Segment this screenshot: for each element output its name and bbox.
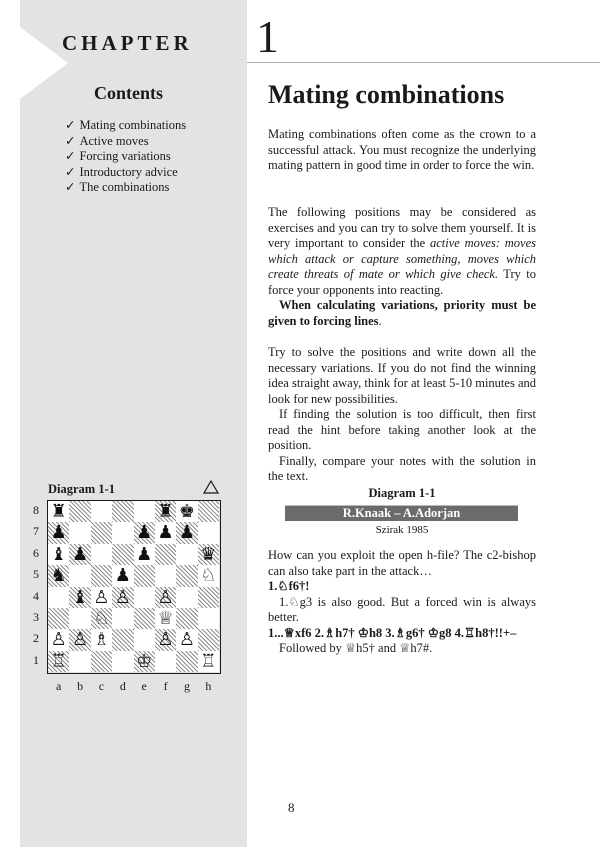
check-icon: ✓: [65, 118, 76, 132]
chapter-number: 1: [256, 11, 279, 62]
rank-label: 6: [33, 545, 39, 560]
triangle-icon: [203, 480, 219, 494]
board-square: [198, 501, 219, 522]
board-square: [198, 522, 219, 543]
check-icon: ✓: [65, 133, 76, 148]
contents-list: [65, 118, 186, 196]
chess-piece: ♙: [157, 629, 174, 651]
chess-board: [47, 500, 221, 674]
file-label: h: [205, 679, 212, 693]
chess-piece: ♙: [178, 629, 196, 651]
file-label: f: [163, 679, 168, 693]
check-icon: ✓: [65, 149, 76, 164]
board-square: [155, 544, 176, 565]
chess-piece: ♚: [178, 501, 196, 522]
chess-piece: ♙: [93, 586, 110, 608]
rank-label: 7: [33, 524, 39, 539]
board-square: [112, 501, 133, 522]
check-icon: ✓: [65, 180, 76, 195]
rank-label: 5: [33, 567, 39, 582]
chess-piece: ♘: [93, 607, 110, 629]
paragraph-active-moves: The following positions may be considered as exercises and you can try to solve them yourself. It is very important to consider the active moves: moves which attack or capture something, moves which create threats of mate or which give check. Try to force your opponents into reacting. When calculating variations, priority must be given to forcing lines.: [268, 205, 536, 328]
chess-piece: ♟: [136, 522, 153, 544]
file-label: g: [183, 679, 190, 693]
rank-label: 4: [33, 588, 39, 603]
chess-piece: ♗: [93, 629, 110, 651]
board-square: [91, 501, 112, 522]
chess-piece: ♜: [50, 501, 67, 522]
contents-item: ✓ Active moves: [65, 133, 149, 148]
rank-label: 8: [33, 503, 39, 517]
board-square: [69, 608, 90, 629]
players-bar: R.Knaak – A.Adorjan: [285, 506, 518, 521]
board-square: [48, 608, 69, 629]
header-rule: [247, 62, 600, 63]
board-square: [198, 608, 219, 629]
board-square: [176, 651, 197, 672]
board-square: [134, 608, 155, 629]
chess-piece: ♝: [50, 543, 67, 565]
contents-item: ✓ Mating combinations: [65, 118, 187, 132]
chess-piece: ♟: [178, 522, 196, 544]
chess-piece: ♞: [50, 565, 67, 587]
board-square: [91, 544, 112, 565]
chess-piece: ♜: [157, 501, 174, 522]
paragraph-intro: Mating combinations often come as the crown to a successful attack. You must recognize the underlying mating pattern in good time in order to force the win.: [268, 127, 536, 172]
check-icon: ✓: [65, 164, 76, 179]
board-square: [91, 651, 112, 672]
board-square: [176, 587, 197, 608]
board-square: [69, 522, 90, 543]
board-square: [69, 565, 90, 586]
board-square: [134, 565, 155, 586]
chess-piece: ♟: [157, 522, 174, 544]
chess-piece: ♘: [200, 565, 217, 587]
chess-piece: ♖: [200, 650, 217, 672]
contents-item: ✓ The combinations: [65, 180, 170, 195]
board-square: [198, 629, 219, 650]
chess-piece: ♕: [157, 607, 174, 629]
chess-piece: ♔: [136, 650, 153, 672]
file-label: c: [98, 679, 105, 693]
chapter-label: CHAPTER: [62, 31, 193, 55]
chess-piece: ♟: [114, 565, 131, 587]
page-number: 8: [288, 800, 295, 815]
rank-label: 3: [33, 609, 39, 624]
chess-piece: ♙: [157, 586, 174, 608]
diagram-title: Diagram 1-1: [48, 482, 115, 496]
chess-piece: ♟: [72, 543, 89, 565]
chess-piece: ♙: [114, 586, 131, 608]
file-label: d: [119, 679, 126, 693]
file-label: e: [141, 679, 147, 693]
board-square: [155, 565, 176, 586]
board-square: [112, 608, 133, 629]
paragraph-solution: How can you exploit the open h-file? The c2-bishop can also take part in the attack… 1.♘f6†! 1.♘g3 is also good. But a forced win is always better. 1...♕xf6 2.♗h7† ♔h8 3.♗g6† ♔g8 4.♖h8†!!+– Followed by ♕h5† and ♕h7#.: [268, 548, 536, 655]
chess-piece: ♙: [50, 629, 67, 651]
contents-title: Contents: [93, 83, 163, 103]
board-square: [134, 501, 155, 522]
board-square: [198, 587, 219, 608]
board-square: [112, 544, 133, 565]
board-square: [91, 565, 112, 586]
board-square: [69, 501, 90, 522]
board-square: [176, 544, 197, 565]
contents-item: ✓ Forcing variations: [65, 149, 171, 164]
contents-item: ✓ Introductory advice: [65, 164, 178, 179]
board-square: [48, 587, 69, 608]
rank-label: 2: [33, 631, 39, 646]
chess-piece: ♟: [136, 543, 153, 565]
chess-piece: ♝: [72, 586, 89, 608]
board-square: [155, 651, 176, 672]
board-square: [112, 629, 133, 650]
board-square: [134, 587, 155, 608]
file-label: a: [56, 679, 62, 693]
board-square: [112, 522, 133, 543]
board-square: [69, 651, 90, 672]
page-title: Mating combinations: [268, 80, 505, 109]
board-square: [176, 608, 197, 629]
event-label: Szirak 1985: [375, 524, 429, 536]
board-square: [134, 629, 155, 650]
chess-piece: ♙: [72, 629, 89, 651]
rank-label: 1: [33, 652, 39, 667]
chess-piece: ♖: [50, 650, 67, 672]
chess-piece: ♛: [200, 543, 217, 565]
board-square: [91, 522, 112, 543]
board-square: [112, 651, 133, 672]
board-square: [176, 565, 197, 586]
paragraph-instructions: Try to solve the positions and write down all the necessary variations. If you do not find the winning idea straight away, think for at least 5-10 minutes and look for new possibilities. If finding the solution is too difficult, then first read the hint before taking another look at the position. Finally, compare your notes with the solution in the text.: [268, 345, 536, 483]
file-label: b: [77, 679, 84, 693]
chess-piece: ♟: [50, 522, 67, 544]
diagram-reference: Diagram 1-1: [368, 486, 436, 500]
